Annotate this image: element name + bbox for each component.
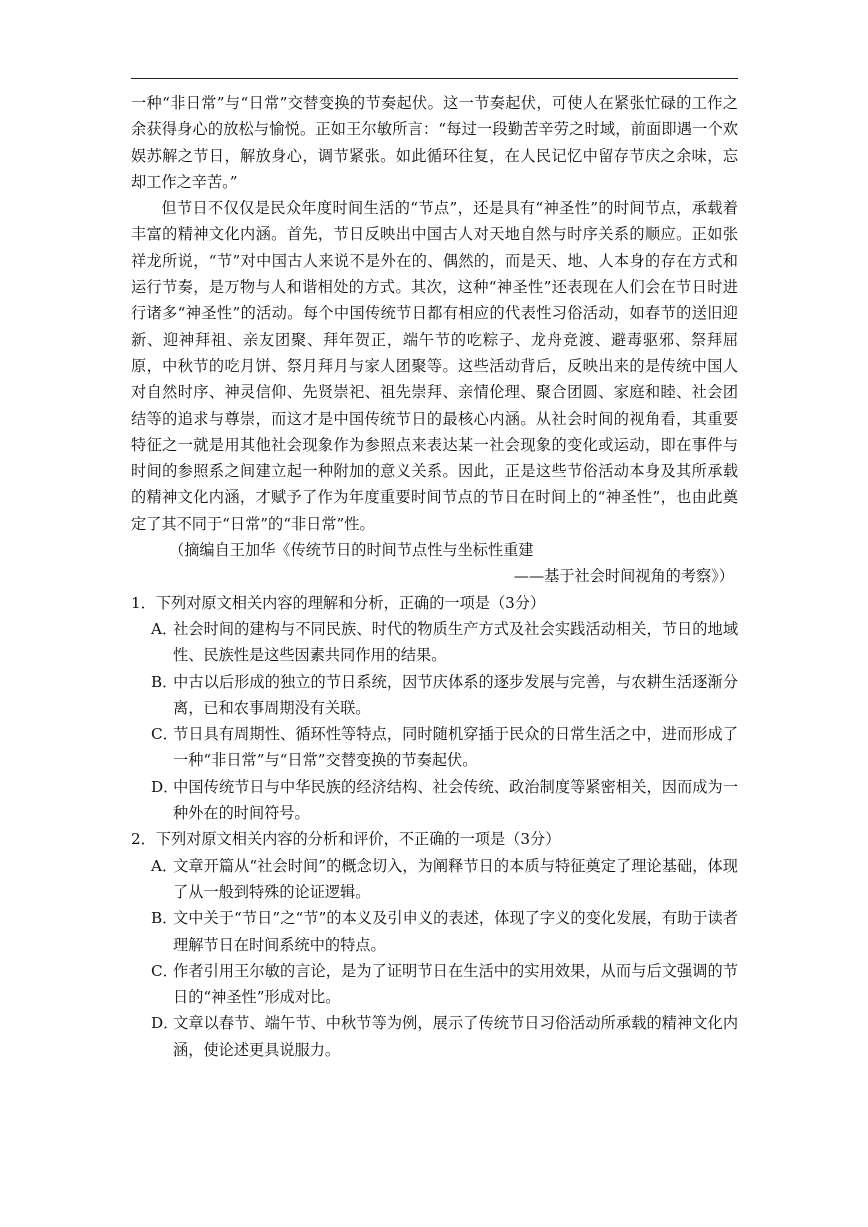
question-2 (131, 826, 738, 1063)
option-letter: C． (151, 725, 178, 744)
header-rule (131, 78, 738, 79)
passage-paragraph-2: 但节日不仅仅是民众年度时间生活的“节点”，还是具有“神圣性”的时间节点，承载着丰富的精神文化内涵。首先，节日反映出中国古人对天地自然与时序关系的顺应。正如张祥龙所说，“节”对中国古人来说不是外在的、偶然的，而是天、地、人本身的存在方式和运行节奏，是万物与人和谐相处的方式。其次，这种“神圣性”还表现在人们会在节日时进行诸多“神圣性”的活动。每个中国传统节日都有相应的代表性习俗活动，如春节的送旧迎新、迎神拜祖、亲友团聚、拜年贺正，端午节的吃粽子、龙舟竞渡、避毒驱邪、祭拜屈原，中秋节的吃月饼、祭月拜月与家人团聚等。这些活动背后，反映出来的是传统中国人对自然时序、神灵信仰、先贤崇祀、祖先崇拜、亲情伦理、聚合团圆、家庭和睦、社会团结等的追求与尊崇，而这才是中国传统节日的最核心内涵。从社会时间的视角看，其重要特征之一就是用其他社会现象作为参照点来表达某一社会现象的变化或运动，即在事件与时间的参照系之间建立起一种附加的意义关系。因此，正是这些节俗活动本身及其所承载的精神文化内涵，才赋予了作为年度重要时间节点的节日在时间上的“神圣性”，也由此奠定了其不同于“日常”的“非日常”性。 (131, 199, 738, 533)
option-text: 社会时间的建构与不同民族、时代的物质生产方式及社会实践活动相关，节日的地域性、民族性是这些因素共同作用的结果。 (173, 619, 738, 665)
option-text: 文中关于“节日”之“节”的本义及引申义的表述，体现了字义的变化发展，有助于读者理解节日在时间系统中的特点。 (173, 909, 738, 954)
option-text: 节日具有周期性、循环性等特点，同时随机穿插于民众的日常生活之中，进而形成了一种“非日常”与“日常”交替变换的节奏起伏。 (173, 725, 738, 770)
option-letter: A． (151, 856, 178, 875)
question-1-stem: 1．下列对原文相关内容的理解和分析，正确的一项是（3分） (131, 593, 546, 612)
option-text: 作者引用王尔敏的言论，是为了证明节日在生活中的实用效果，从而与后文强调的节日的“神圣性”形成对比。 (173, 961, 738, 1007)
option-text: 文章以春节、端午节、中秋节等为例，展示了传统节日习俗活动所承载的精神文化内涵，使论述更具说服力。 (173, 1014, 738, 1059)
option-letter: C． (151, 961, 178, 980)
source-citation-line-1: （摘编自王加华《传统节日的时间节点性与坐标性重建 (169, 541, 534, 560)
question-1-option-a[interactable] (131, 616, 738, 669)
question-2-stem: 2．下列对原文相关内容的分析和评价，不正确的一项是（3分） (131, 830, 561, 849)
question-1 (131, 590, 738, 827)
document-body (131, 90, 738, 1063)
question-2-option-d[interactable] (131, 1010, 738, 1063)
question-2-option-a[interactable] (131, 853, 738, 906)
question-1-option-b[interactable] (131, 669, 738, 722)
option-letter: B． (151, 672, 178, 691)
question-2-option-c[interactable] (131, 958, 738, 1011)
option-text: 文章开篇从“社会时间”的概念切入，为阐释节日的本质与特征奠定了理论基础，体现了从一般到特殊的论证逻辑。 (173, 856, 738, 901)
question-2-option-b[interactable] (131, 905, 738, 958)
passage-paragraph-1: 一种“非日常”与“日常”交替变换的节奏起伏。这一节奏起伏，可使人在紧张忙碌的工作之余获得身心的放松与愉悦。正如王尔敏所言：“每过一段勤苦辛劳之时域，前面即遇一个欢娱苏解之节日，解放身心，调节紧张。如此循环往复，在人民记忆中留存节庆之余味，忘却工作之辛苦。” (131, 94, 738, 191)
option-letter: D． (151, 777, 179, 796)
option-text: 中古以后形成的独立的节日系统，因节庆体系的逐步发展与完善，与农耕生活逐渐分离，已和农事周期没有关联。 (173, 672, 738, 717)
option-letter: B． (151, 909, 178, 928)
source-citation-line-2: ——基于社会时间视角的考察》） (513, 567, 734, 586)
option-text: 中国传统节日与中华民族的经济结构、社会传统、政治制度等紧密相关，因而成为一种外在的时间符号。 (173, 777, 738, 823)
option-letter: D． (151, 1014, 179, 1033)
option-letter: A． (151, 619, 178, 638)
question-1-option-c[interactable] (131, 721, 738, 774)
question-1-option-d[interactable] (131, 774, 738, 827)
